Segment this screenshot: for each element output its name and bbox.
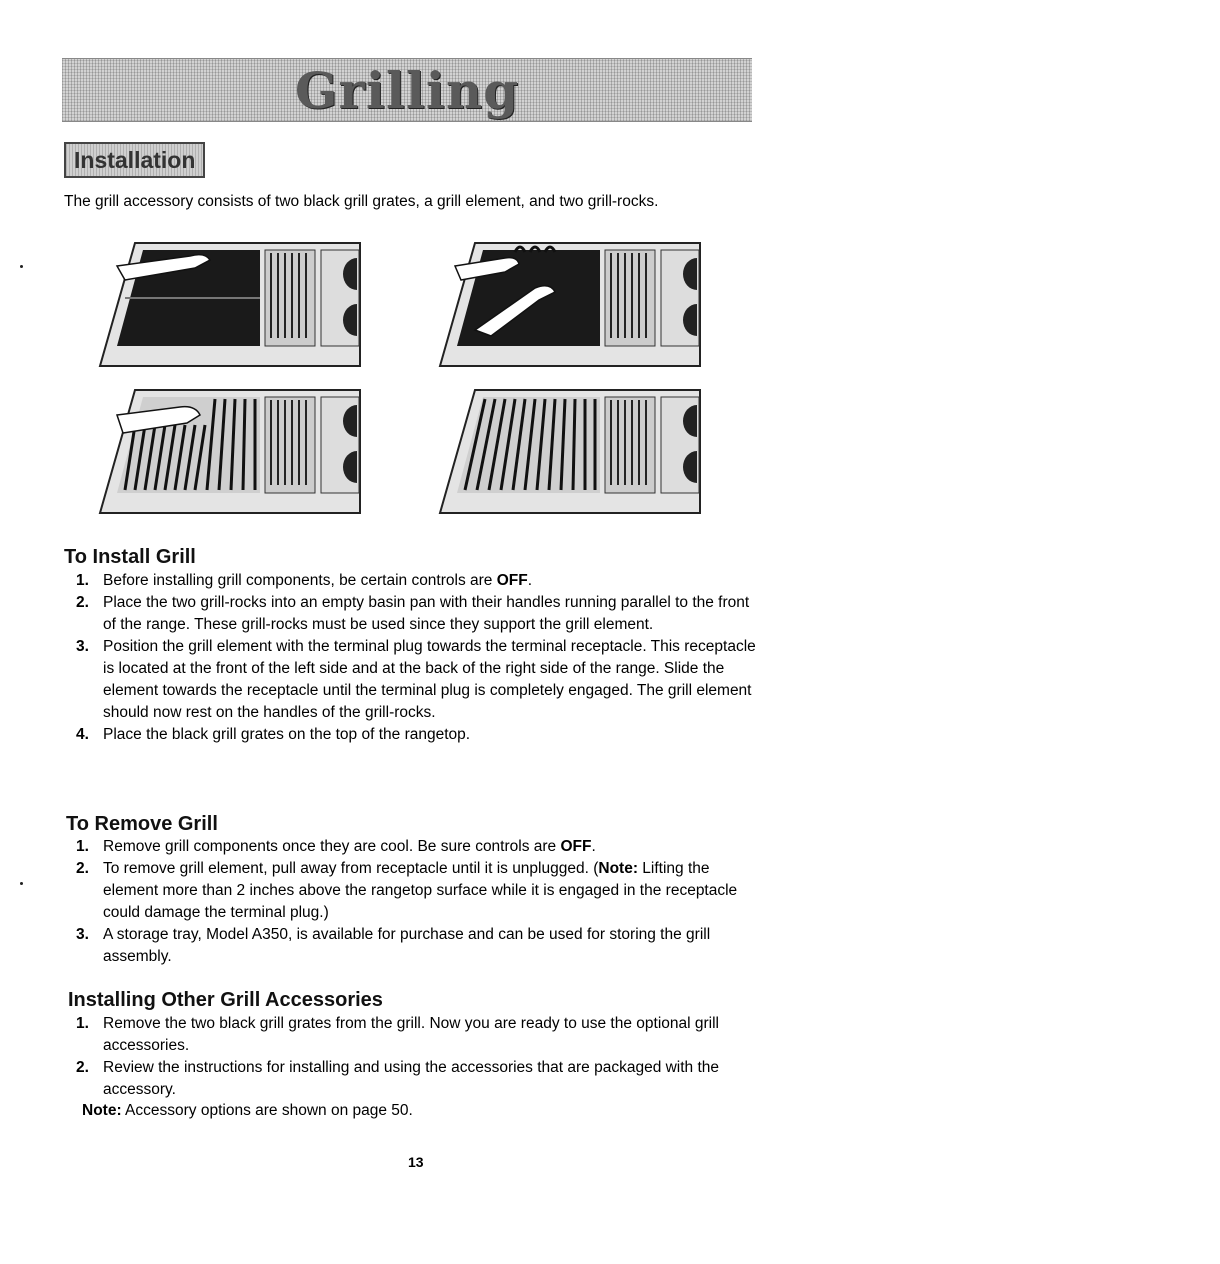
step-text-end: .: [591, 838, 596, 855]
illustration-grill-complete: [435, 385, 705, 515]
accessories-step-2: [76, 1057, 756, 1101]
accessories-heading: Installing Other Grill Accessories: [68, 989, 383, 1011]
step-text: Place the two grill-rocks into an empty basin pan with their handles running parallel to the front of the range. These grill-rocks must be used since they support the grill element.: [103, 594, 750, 633]
step-text: Review the instructions for installing and using the accessories that are packaged with the accessory.: [103, 1059, 720, 1098]
accessories-steps-list: [76, 1013, 756, 1101]
step-text: Remove grill components once they are cool. Be sure controls are: [103, 838, 561, 855]
step-text: A storage tray, Model A350, is available for purchase and can be used for storing the grill assembly.: [103, 926, 711, 965]
step-number: 1.: [76, 1015, 89, 1032]
accessories-step-1: [76, 1013, 756, 1057]
step-text: Before installing grill components, be certain controls are: [103, 572, 497, 589]
accessories-note: [82, 1102, 413, 1120]
step-number: 3.: [76, 638, 89, 655]
remove-heading: To Remove Grill: [66, 813, 218, 835]
intro-text: The grill accessory consists of two black grill grates, a grill element, and two grill-rocks.: [64, 193, 659, 210]
page-number: 13: [408, 1154, 424, 1170]
install-step-4: [76, 724, 756, 746]
install-step-2: [76, 592, 756, 636]
install-steps-list: [76, 570, 756, 746]
page-title-banner: [62, 58, 752, 122]
remove-step-3: [76, 924, 756, 968]
step-text: Position the grill element with the terminal plug towards the terminal receptacle. This receptacle is located at the front of the left side and at the back of the right side of the range. Slide the element towards the receptacle until the terminal plug is completely engaged. The grill element should now rest on the handles of the grill-rocks.: [103, 638, 756, 721]
remove-steps-list: [76, 836, 756, 968]
step-emphasis: OFF: [560, 838, 592, 855]
step-text: To remove grill element, pull away from receptacle until it is unplugged. (: [103, 860, 599, 877]
step-number: 2.: [76, 1059, 89, 1076]
illustration-place-grates: [95, 385, 365, 515]
step-number: 2.: [76, 860, 89, 877]
step-number: 3.: [76, 926, 89, 943]
remove-step-2: [76, 858, 756, 924]
note-label: Note:: [598, 860, 638, 877]
scan-mark: [20, 882, 23, 885]
step-text-end: Lifting the element more than 2 inches above the rangetop surface while it is engaged in the receptacle could damage the terminal plug.): [103, 860, 738, 921]
install-heading: To Install Grill: [64, 546, 196, 568]
remove-step-1: [76, 836, 756, 858]
scan-mark: [20, 265, 23, 268]
install-step-1: [76, 570, 756, 592]
illustration-insert-grill-element: [435, 238, 705, 368]
step-text: Remove the two black grill grates from the grill. Now you are ready to use the optional grill accessories.: [103, 1015, 719, 1054]
install-step-3: [76, 636, 756, 724]
page-title: Grilling: [294, 61, 520, 120]
illustration-place-grill-rocks: [95, 238, 365, 368]
step-emphasis: OFF: [496, 572, 528, 589]
step-text: Place the black grill grates on the top of the rangetop.: [103, 726, 471, 743]
step-number: 1.: [76, 838, 89, 855]
step-number: 1.: [76, 572, 89, 589]
note-label: Note:: [82, 1102, 122, 1119]
section-label-installation: Installation: [64, 142, 205, 178]
step-number: 4.: [76, 726, 89, 743]
step-text-end: .: [527, 572, 533, 589]
note-text: Accessory options are shown on page 50.: [121, 1102, 413, 1119]
step-number: 2.: [76, 594, 89, 611]
